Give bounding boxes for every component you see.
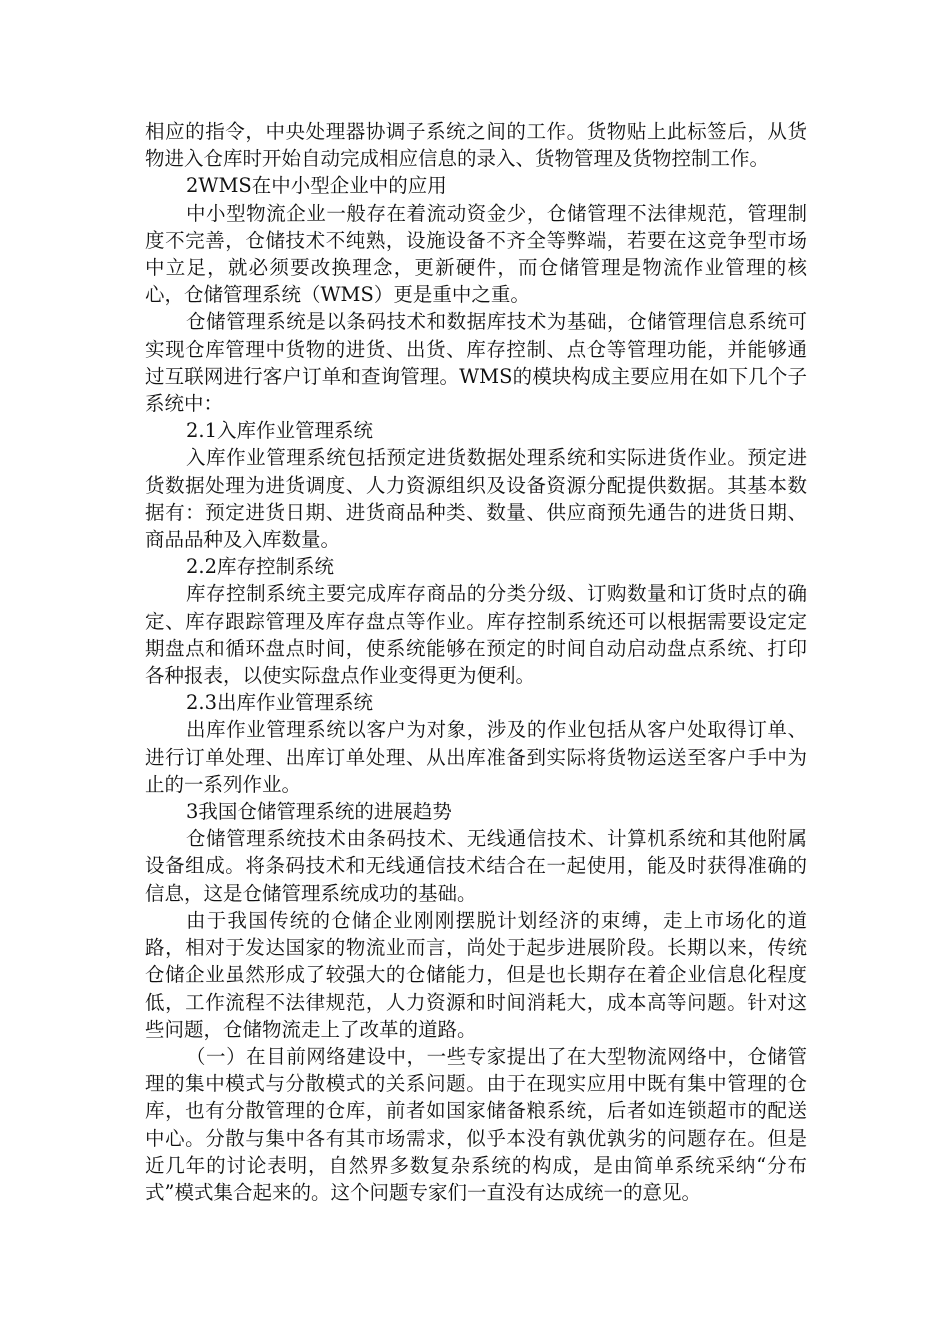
section-heading-2-2: 2.2库存控制系统 [186,555,335,579]
section-heading-3: 3我国仓储管理系统的进展趋势 [186,800,452,824]
paragraph: 仓储管理系统技术由条码技术、无线通信技术、计算机系统和其他附属设备组成。将条码技术和无线通信技术结合在一起使用，能及时获得准确的信息，这是仓储管理系统成功的基础。 [145,827,807,905]
paragraph-continuation: 相应的指令，中央处理器协调子系统之间的工作。货物贴上此标签后，从货物进入仓库时开始自动完成相应信息的录入、货物管理及货物控制工作。 [145,120,807,171]
document-body [145,118,807,1206]
paragraph: 入库作业管理系统包括预定进货数据处理系统和实际进货作业。预定进货数据处理为进货调度、人力资源组织及设备资源分配提供数据。其基本数据有：预定进货日期、进货商品种类、数量、供应商预先通告的进货日期、商品品种及入库数量。 [145,446,807,552]
section-heading-2-1: 2.1入库作业管理系统 [186,419,374,443]
section-heading-2: 2WMS在中小型企业中的应用 [186,174,447,198]
paragraph: 由于我国传统的仓储企业刚刚摆脱计划经济的束缚，走上市场化的道路，相对于发达国家的物流业而言，尚处于起步进展阶段。长期以来，传统仓储企业虽然形成了较强大的仓储能力，但是也长期存在着企业信息化程度低，工作流程不法律规范，人力资源和时间消耗大，成本高等问题。针对这些问题，仓储物流走上了改革的道路。 [145,908,807,1041]
section-heading-2-3: 2.3出库作业管理系统 [186,691,374,715]
paragraph: （一）在目前网络建设中，一些专家提出了在大型物流网络中，仓储管理的集中模式与分散模式的关系问题。由于在现实应用中既有集中管理的仓库，也有分散管理的仓库，前者如国家储备粮系统，后者如连锁超市的配送中心。分散与集中各有其市场需求，似乎本没有孰优孰劣的问题存在。但是近几年的讨论表明，自然界多数复杂系统的构成，是由简单系统采纳“分布式”模式集合起来的。这个问题专家们一直没有达成统一的意见。 [145,1044,807,1204]
paragraph: 出库作业管理系统以客户为对象，涉及的作业包括从客户处取得订单、进行订单处理、出库订单处理、从出库准备到实际将货物运送至客户手中为止的一系列作业。 [145,718,807,796]
paragraph: 中小型物流企业一般存在着流动资金少，仓储管理不法律规范，管理制度不完善，仓储技术不纯熟，设施设备不齐全等弊端，若要在这竞争型市场中立足，就必须要改换理念，更新硬件，而仓储管理是物流作业管理的核心，仓储管理系统（WMS）更是重中之重。 [145,201,807,307]
paragraph: 库存控制系统主要完成库存商品的分类分级、订购数量和订货时点的确定、库存跟踪管理及库存盘点等作业。库存控制系统还可以根据需要设定定期盘点和循环盘点时间，使系统能够在预定的时间自动启动盘点系统、打印各种报表，以使实际盘点作业变得更为便利。 [145,582,807,688]
paragraph: 仓储管理系统是以条码技术和数据库技术为基础，仓储管理信息系统可实现仓库管理中货物的进货、出货、库存控制、点仓等管理功能，并能够通过互联网进行客户订单和查询管理。WMS的模块构成主要应用在如下几个子系统中： [145,310,807,416]
